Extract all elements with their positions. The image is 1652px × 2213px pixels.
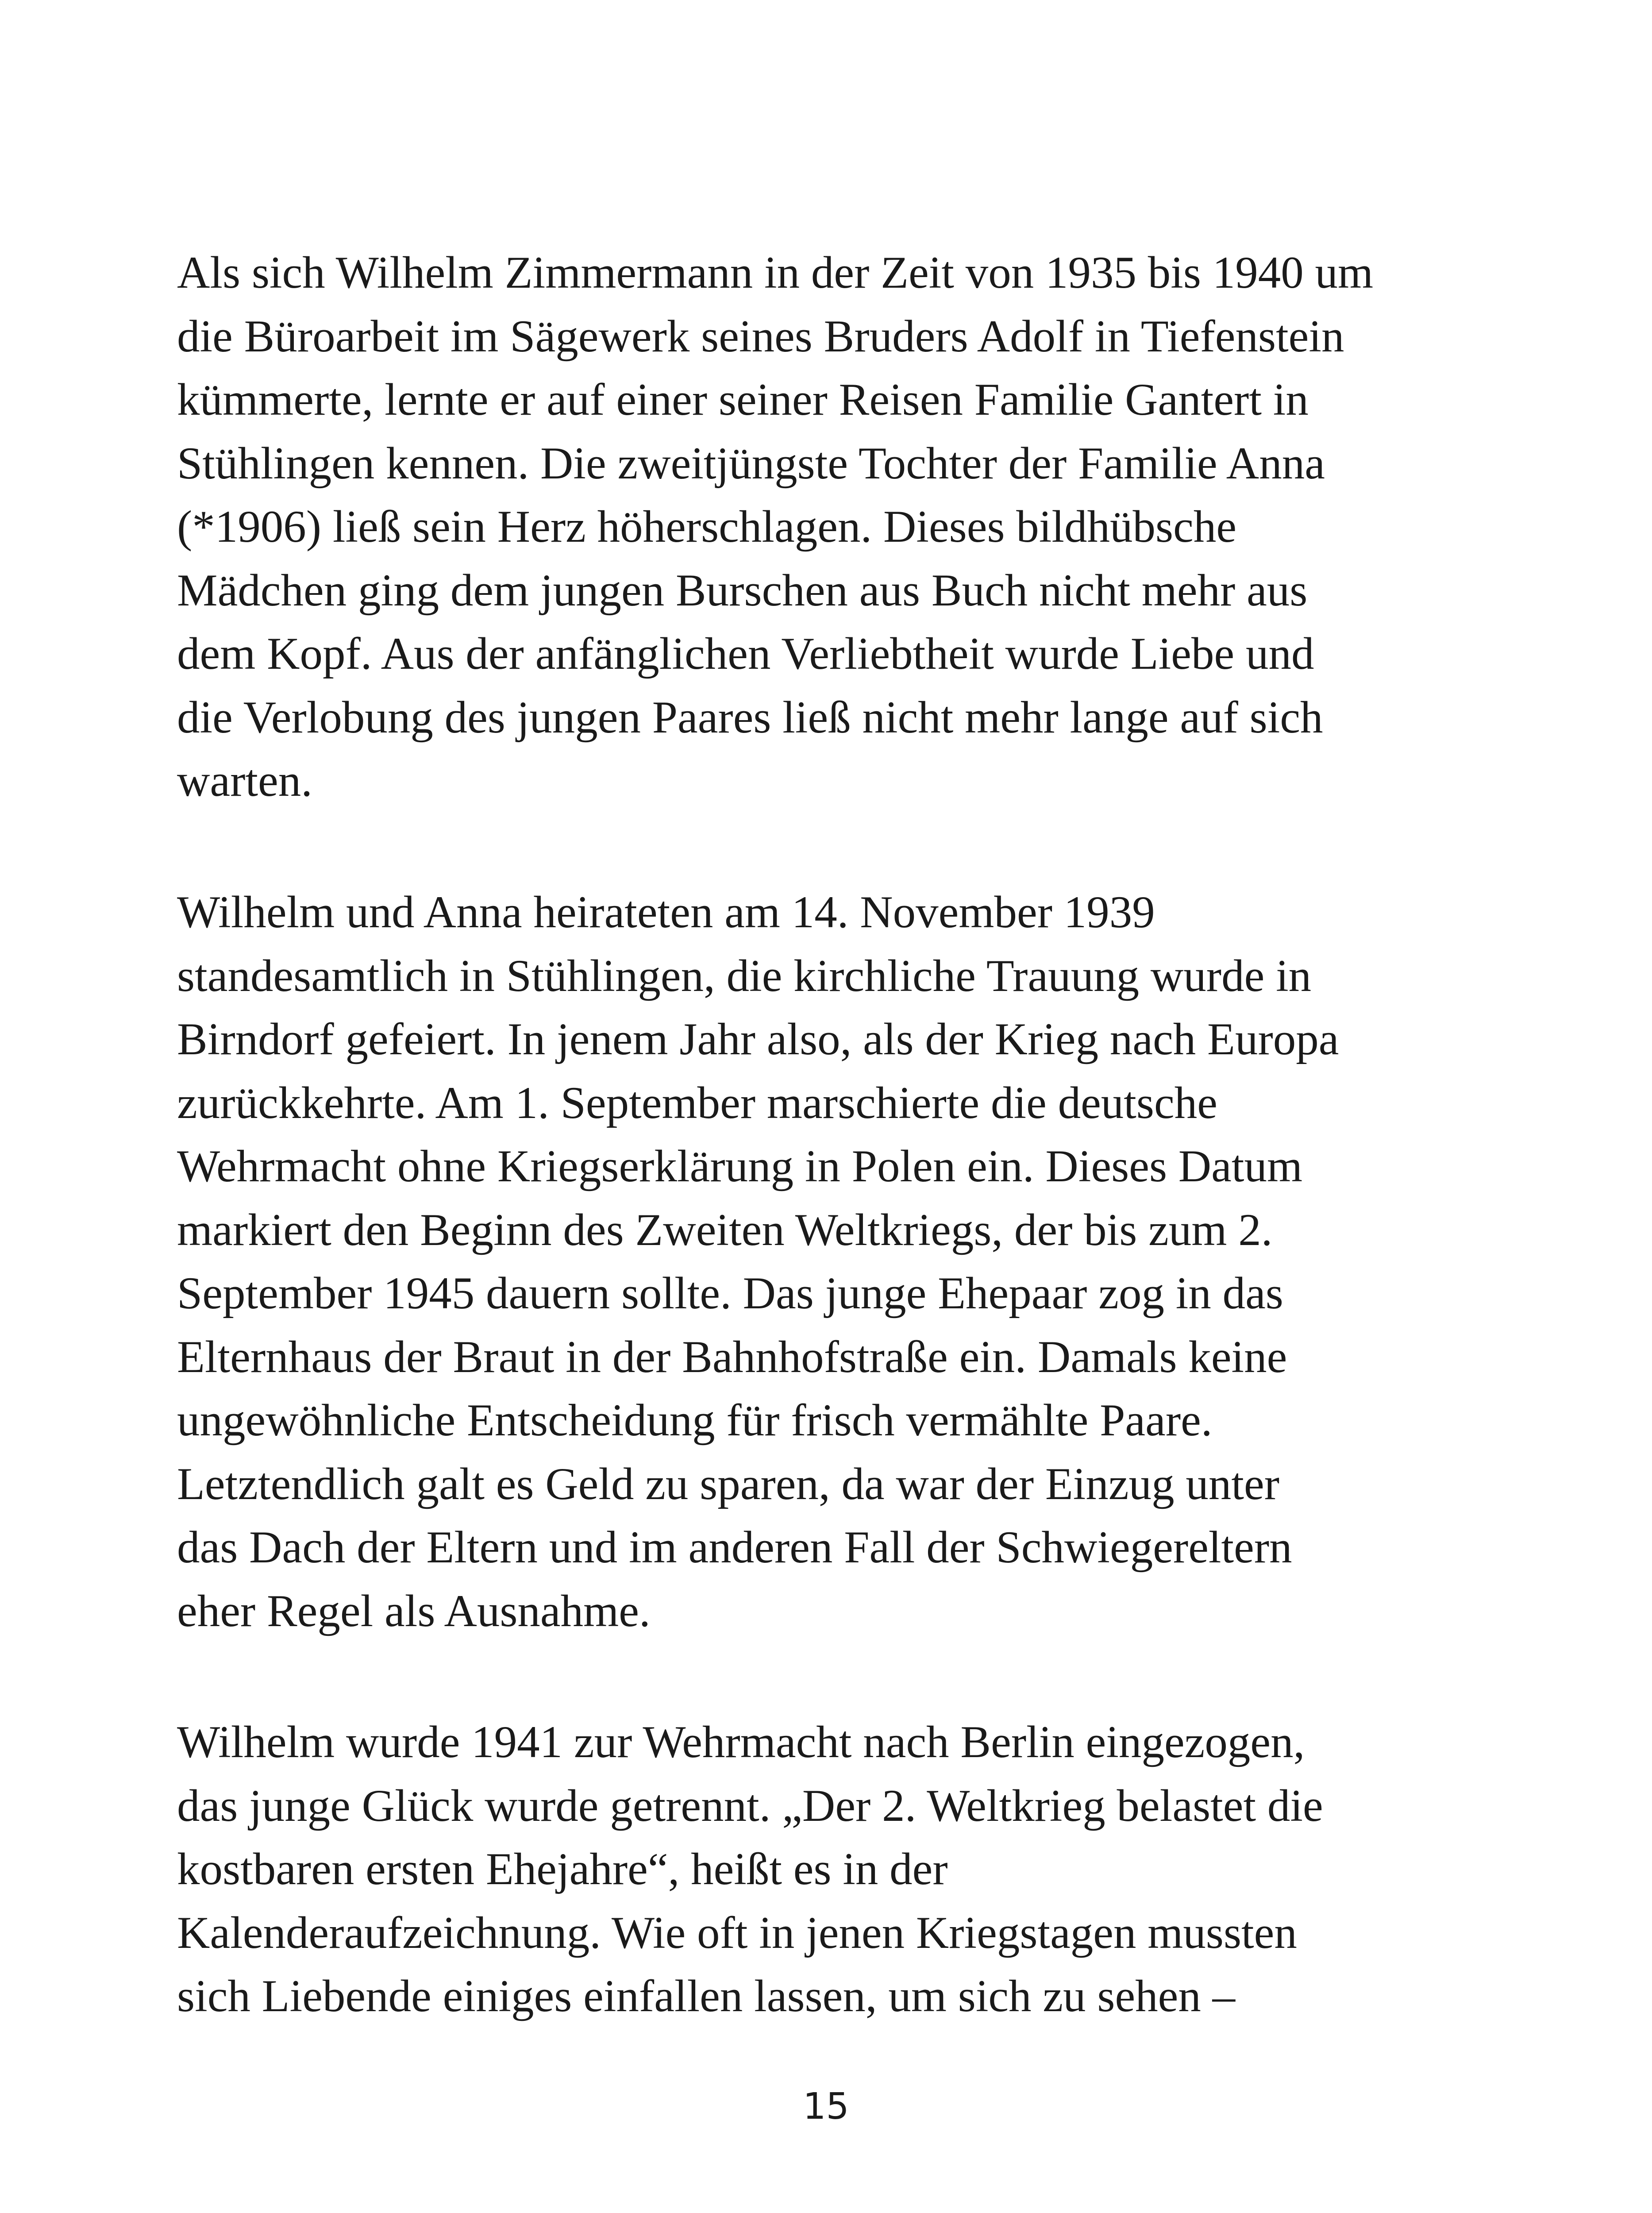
text-line: Elternhaus der Braut in der Bahnhofstraße ein. Damals keine bbox=[177, 1331, 1287, 1382]
text-line: die Büroarbeit im Sägewerk seines Bruders Adolf in Tiefenstein bbox=[177, 311, 1344, 362]
paragraph-1 bbox=[177, 241, 1496, 813]
text-line: Wilhelm und Anna heirateten am 14. November 1939 bbox=[177, 887, 1155, 937]
text-line: Birndorf gefeiert. In jenem Jahr also, als der Krieg nach Europa bbox=[177, 1014, 1339, 1064]
text-line: sich Liebende einiges einfallen lassen, um sich zu sehen – bbox=[177, 1971, 1236, 2021]
text-line: kümmerte, lernte er auf einer seiner Reisen Familie Gantert in bbox=[177, 374, 1309, 425]
text-line: standesamtlich in Stühlingen, die kirchliche Trauung wurde in bbox=[177, 950, 1312, 1001]
text-line: das junge Glück wurde getrennt. „Der 2. Weltkrieg belastet die bbox=[177, 1780, 1323, 1831]
paragraph-2 bbox=[177, 881, 1496, 1643]
text-line: (*1906) ließ sein Herz höherschlagen. Dieses bildhübsche bbox=[177, 501, 1237, 552]
text-line: markiert den Beginn des Zweiten Weltkriegs, der bis zum 2. bbox=[177, 1204, 1273, 1255]
text-line: kostbaren ersten Ehejahre“, heißt es in der bbox=[177, 1844, 948, 1894]
paragraph-3 bbox=[177, 1711, 1496, 2028]
text-line: Mädchen ging dem jungen Burschen aus Buch nicht mehr aus bbox=[177, 565, 1308, 616]
page-number: 15 bbox=[803, 2086, 849, 2128]
text-line: Stühlingen kennen. Die zweitjüngste Tochter der Familie Anna bbox=[177, 438, 1325, 489]
text-line: September 1945 dauern sollte. Das junge Ehepaar zog in das bbox=[177, 1268, 1283, 1319]
text-line: Letztendlich galt es Geld zu sparen, da war der Einzug unter bbox=[177, 1458, 1280, 1509]
text-line: Wehrmacht ohne Kriegserklärung in Polen ein. Dieses Datum bbox=[177, 1141, 1303, 1191]
text-line: Kalenderaufzeichnung. Wie oft in jenen Kriegstagen mussten bbox=[177, 1907, 1297, 1958]
text-line: die Verlobung des jungen Paares ließ nicht mehr lange auf sich bbox=[177, 692, 1323, 743]
text-line: eher Regel als Ausnahme. bbox=[177, 1585, 651, 1636]
text-line: Wilhelm wurde 1941 zur Wehrmacht nach Berlin eingezogen, bbox=[177, 1717, 1305, 1767]
text-line: ungewöhnliche Entscheidung für frisch vermählte Paare. bbox=[177, 1395, 1213, 1446]
text-line: zurückkehrte. Am 1. September marschierte die deutsche bbox=[177, 1077, 1217, 1128]
text-line: Als sich Wilhelm Zimmermann in der Zeit von 1935 bis 1940 um bbox=[177, 247, 1374, 298]
text-line: warten. bbox=[177, 756, 312, 806]
text-line: das Dach der Eltern und im anderen Fall der Schwiegereltern bbox=[177, 1522, 1292, 1573]
text-line: dem Kopf. Aus der anfänglichen Verliebtheit wurde Liebe und bbox=[177, 628, 1314, 679]
